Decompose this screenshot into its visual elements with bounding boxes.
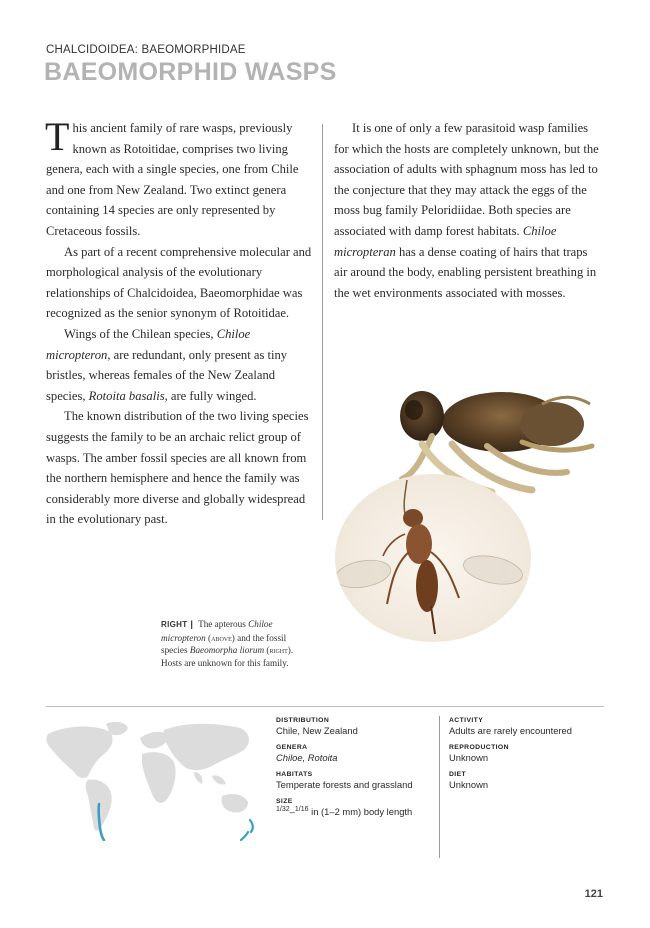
size-denominator-1: 32 [281,806,290,813]
fact-label-reproduction: REPRODUCTION [449,744,509,751]
fact-value-genera [276,752,436,764]
page-number: 121 [584,888,603,900]
fact-value-distribution: Chile, New Zealand [276,725,358,736]
fact-value-genera-text: Chiloe, Rotoita [276,752,338,763]
size-separator: – [289,806,295,817]
drop-cap: T [45,114,70,159]
fact-label-genera: GENERA [276,744,308,751]
paragraph-3-text-c: , are fully winged. [164,388,257,403]
fact-column-left [276,716,436,818]
column-divider [322,124,323,520]
fact-panel-rule [46,706,604,707]
fact-value-size [276,806,436,818]
caption-species-1: Chiloe micropteron [161,619,273,643]
fact-label-diet: DIET [449,771,467,778]
fact-value-activity: Adults are rarely encountered [449,725,572,736]
paragraph-5 [334,118,602,303]
caption-position-1: above [211,632,232,643]
paragraph-3-text-a: Wings of the Chilean species, [64,326,217,341]
superfamily-label: CHALCIDOIDEA: BAEOMORPHIDAE [46,44,246,56]
size-numerator-1: 1 [276,806,280,813]
paragraph-2: As part of a recent comprehensive molecular and morphological analysis of the evolutionary relationships of Chalcidoidea, Baeomorphidae was recognized as the senior synonym of Rotoitidae. [46,244,312,321]
size-numerator-2: 1 [294,806,299,813]
fact-value-diet: Unknown [449,779,489,790]
distribution-map [44,716,262,841]
fact-label-activity: ACTIVITY [449,717,484,724]
caption-position-2: right [269,645,288,655]
species-name-rotoita: Rotoita basalis [88,388,165,403]
page-title: BAEOMORPHID WASPS [44,58,337,86]
fact-column-right [449,716,609,791]
figure-caption [161,618,311,669]
photo-baeomorpha-liorum [335,474,531,642]
caption-text-2: ( [205,632,212,643]
paragraph-5-text-b: has a dense coating of hairs that traps air around the body, enabling persistent breathing in the wet environments associated with mosses. [334,244,597,300]
size-fraction-2: 1/16 [294,806,309,813]
fact-label-distribution: DISTRIBUTION [276,717,330,724]
size-fraction-1: 1/32 [276,806,290,813]
paragraph-4: The known distribution of the two living species suggests the family to be an archaic relict group of wasps. The amber fossil species are all known from the northern hemisphere and hence the family was considerably more diverse and globally widespread in the evolutionary past. [46,409,309,527]
paragraph-3-text-b: , are redundant, only present as tiny bristles, whereas females of the New Zealand species, [46,347,288,403]
caption-divider: | [190,619,193,629]
paragraph-1 [45,114,316,242]
map-landmasses [46,722,249,831]
fact-panel-divider [439,716,440,858]
caption-text-4: ( [264,645,270,655]
fact-label-habitats: HABITATS [276,771,313,778]
species-name-chiloe: Chiloe micropteron [46,326,251,362]
size-text: in (1–2 mm) body length [308,806,413,817]
caption-species-2: Baeomorpha liorum [189,645,265,655]
body-column-right [334,118,602,303]
caption-lead: RIGHT [161,620,188,629]
range-new-zealand [241,820,253,840]
fact-label-size: SIZE [276,798,293,805]
size-denominator-2: 16 [300,806,309,813]
caption-text-3: ) and the fossil species [161,632,287,655]
paragraph-1-text: his ancient family of rare wasps, previously known as Rotoitidae, comprises two living genera, each with a single species, one from Chile and one from New Zealand. Two extinct genera containing 14 species are only represented by Cretaceous fossils. [46,121,299,238]
caption-text-5: ). Hosts are unknown for this family. [161,645,294,668]
fact-value-reproduction: Unknown [449,752,489,763]
body-column-left [45,114,316,530]
caption-text-1: The apterous [195,619,249,629]
paragraph-3 [46,324,316,406]
species-name-chiloe-2: Chiloe micropteran [334,223,557,259]
fact-value-habitats: Temperate forests and grassland [276,779,413,790]
paragraph-5-text-a: It is one of only a few parasitoid wasp families for which the hosts are completely unknown, but the association of adults with sphagnum moss has led to the conjecture that they may attack the eggs of the moss bug family Peloridiidae. Both species are associated with damp forest habitats. [334,121,599,238]
fossil-wasp-illustration [335,474,531,642]
